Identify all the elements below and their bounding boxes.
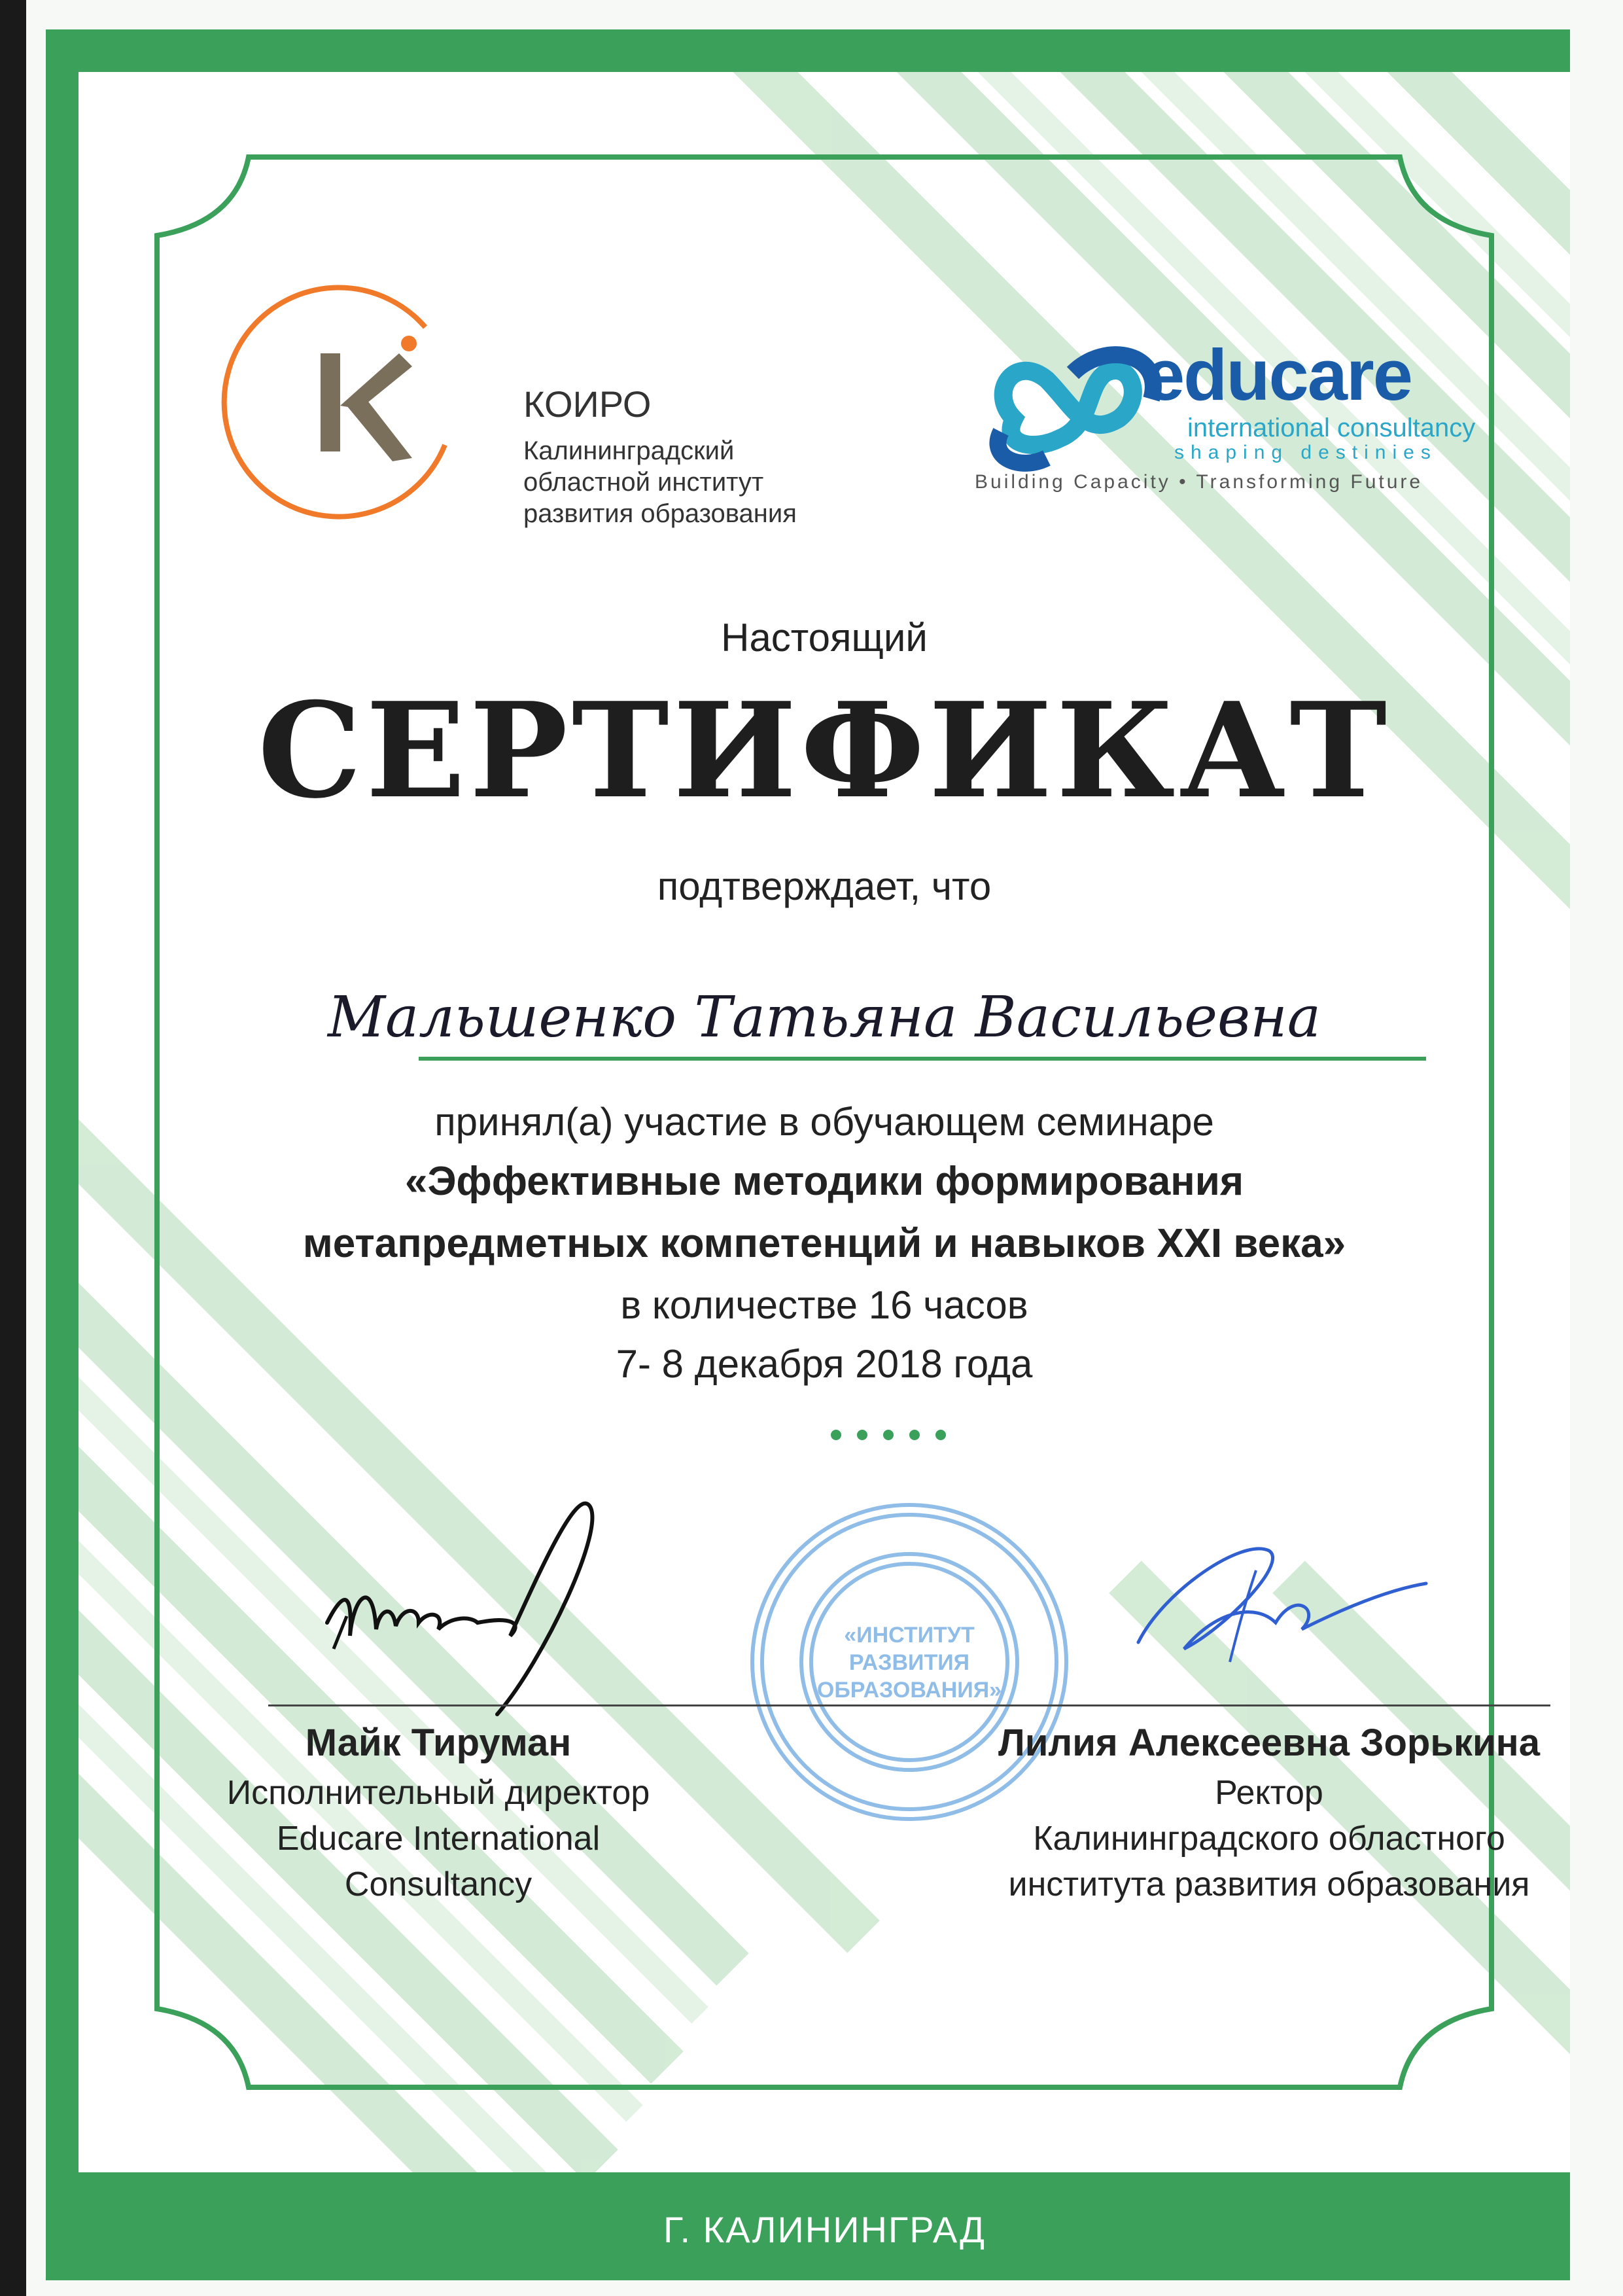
certificate-page (26, 0, 1623, 2296)
role-line: Исполнительный директор (226, 1774, 650, 1812)
recipient-name: Мальшенко Татьяна Васильевна (327, 985, 1321, 1050)
left-signature (314, 1466, 707, 1727)
seminar-title-line: «Эффективные методики формирования (404, 1159, 1244, 1204)
footer-city: Г. КАЛИНИНГРАД (663, 2209, 986, 2250)
educare-subtitle: international consultancy (1187, 414, 1476, 442)
role-line: Educare International (276, 1820, 601, 1858)
koiro-subtitle-line: развития образования (523, 499, 797, 528)
educare-wordmark: educare (1145, 335, 1412, 415)
educare-logo-icon (975, 334, 1171, 484)
left-signatory-name: Майк Тируман (305, 1722, 572, 1764)
intro-text: Настоящий (721, 616, 928, 660)
koiro-logo-icon (209, 281, 484, 530)
left-signatory-role (164, 1770, 713, 1907)
stamp-text: ОБРАЗОВАНИЯ» (816, 1678, 1002, 1703)
seminar-title-line: метапредметных компетенций и навыков XXI века» (302, 1221, 1346, 1266)
participation-text: принял(а) участие в обучающем семинаре (434, 1100, 1214, 1144)
stamp-text: «ИНСТИТУТ (844, 1623, 975, 1648)
dot (883, 1430, 894, 1440)
confirms-text: подтверждает, что (657, 864, 992, 908)
educare-tagline: Building Capacity • Transforming Future (975, 471, 1423, 493)
certificate-title: СЕРТИФИКАТ (257, 674, 1391, 828)
recipient-underline (419, 1057, 1426, 1061)
dot (909, 1430, 920, 1440)
dot (831, 1430, 841, 1440)
dot (935, 1430, 946, 1440)
stamp-text: РАЗВИТИЯ (848, 1650, 970, 1675)
role-line: Ректор (1215, 1774, 1323, 1812)
educare-motto: shaping destinies (1174, 442, 1437, 463)
right-signatory-role (962, 1770, 1570, 1907)
right-signature (1125, 1511, 1439, 1682)
role-line: Consultancy (344, 1865, 532, 1903)
koiro-subtitle-line: Калининградский (523, 436, 735, 465)
signature-line (268, 1704, 1550, 1706)
koiro-subtitle (523, 435, 797, 529)
hours-text: в количестве 16 часов (620, 1283, 1028, 1327)
dot (857, 1430, 867, 1440)
dates-text: 7- 8 декабря 2018 года (616, 1342, 1033, 1386)
decorative-dots (831, 1430, 946, 1440)
right-signatory-name: Лилия Алексеевна Зорькина (998, 1722, 1540, 1764)
koiro-name: КОИРО (523, 383, 652, 425)
role-line: Калининградского областного (1033, 1820, 1505, 1858)
certificate-sheet (79, 72, 1570, 2172)
koiro-subtitle-line: областной институт (523, 468, 764, 497)
role-line: института развития образования (1008, 1865, 1530, 1903)
